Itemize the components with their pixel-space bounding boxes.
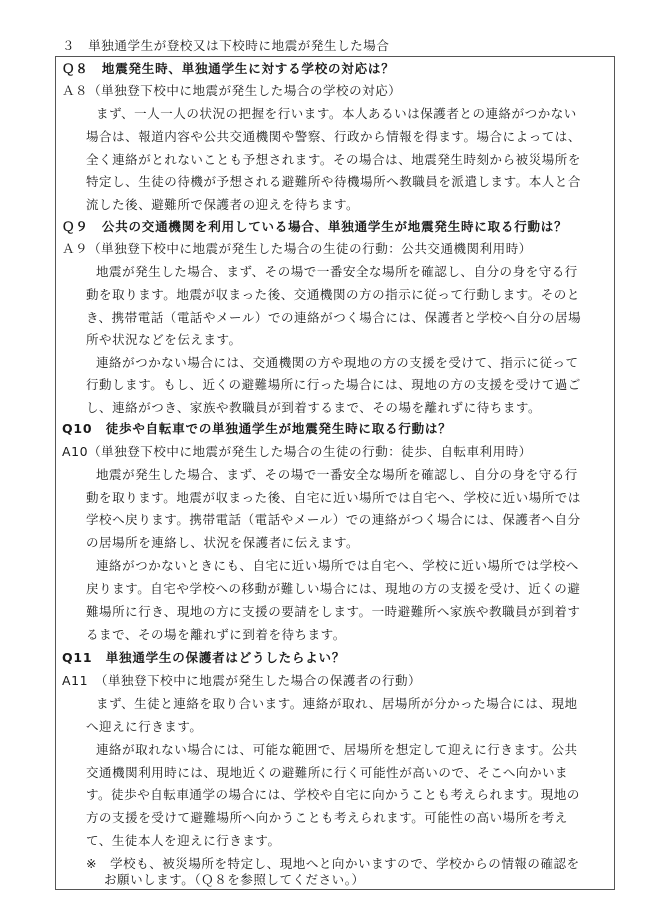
answer-line: 流した後、避難所で保護者の迎えを待ちます。 [86,197,360,212]
answer-line: 所や状況などを伝えます。 [86,332,242,347]
answer-line: るまで、その場を離れずに到着を待ちます。 [86,627,346,642]
question-q8: Ｑ８ 地震発生時、単独通学生に対する学校の対応は？ [62,61,395,76]
answer-line: へ迎えに行きます。 [86,719,203,734]
question-q11: Q11 単独通学生の保護者はどうしたらよい？ [62,650,346,665]
answer-line: 特定し、生徒の待機が予想される避難所や待機場所へ教職員を派遣します。本人と合 [86,174,581,189]
answer-line: 全く連絡がとれないことも予想されます。その場合は、地震発生時刻から被災場所を [86,152,581,167]
answer-line: 地震が発生した場合、まず、その場で一番安全な場所を確認し、自分の身を守る行 [96,264,578,279]
answer-line: き、携帯電話（電話やメール）での連絡がつく場合には、保護者と学校へ自分の居場 [86,310,582,325]
answer-line: て、生徒本人を迎えに行きます。 [86,833,281,848]
answer-line: まず、生徒と連絡を取り合います。連絡が取れ、居場所が分かった場合には、現地 [96,696,578,711]
answer-line: 場合は、報道内容や公共交通機関や警察、行政から情報を得ます。場合によっては、 [86,129,581,144]
answer-line: の居場所を連絡し、状況を保護者に伝えます。 [86,535,360,550]
answer-line: 連絡がつかないときにも、自宅に近い場所では自宅へ、学校に近い場所では学校へ [96,558,579,573]
answer-line: す。徒歩や自転車通学の場合には、学校や自宅に向かうことも考えられます。現地の [86,787,580,802]
answer-line: 交通機関利用時には、現地近くの避難所に行く可能性が高いので、そこへ向かいま [86,765,569,780]
answer-line: し、連絡がつき、家族や教職員が到着するまで、その場を離れずに待ちます。 [86,400,542,415]
question-q9: Ｑ９ 公共の交通機関を利用している場合、単独通学生が地震発生時に取る行動は？ [62,219,568,234]
answer-line: 戻ります。自宅や学校への移動が難しい場合には、現地の方の支援を受け、近くの避 [86,581,581,596]
answer-line: 地震が発生した場合、まず、その場で一番安全な場所を確認し、自分の身を守る行 [96,467,578,482]
section-title: ３ 単独通学生が登校又は下校時に地震が発生した場合 [62,38,390,53]
answer-heading-a9: Ａ９（単独登下校中に地震が発生した場合の生徒の行動：公共交通機関利用時） [62,241,532,256]
answer-line: 行動します。もし、近くの避難場所に行った場合には、現地の方の支援を受けて過ご [86,377,581,392]
answer-line: 学校へ戻ります。携帯電話（電話やメール）での連絡がつく場合には、保護者へ自分 [86,512,581,527]
answer-line: 難場所に行き、現地の方に支援の要請をします。一時避難所へ家族や教職員が到着す [86,604,581,619]
note-line: ※ 学校も、被災場所を特定し、現地へと向かいますので、学校からの情報の確認を [86,856,580,871]
note-line: お願いします。（Ｑ８を参照してください。） [104,872,365,887]
answer-heading-a8: Ａ８（単独登下校中に地震が発生した場合の学校の対応） [62,83,402,98]
answer-line: まず、一人一人の状況の把握を行います。本人あるいは保護者との連絡がつかない [96,106,577,121]
question-q10: Q10 徒歩や自転車での単独通学生が地震発生時に取る行動は？ [62,421,452,436]
answer-heading-a10: A10（単独登下校中に地震が発生した場合の生徒の行動：徒歩、自転車利用時） [62,444,532,459]
answer-line: 連絡がつかない場合には、交通機関の方や現地の方の支援を受けて、指示に従って [96,355,579,370]
answer-heading-a11: A11 （単独登下校中に地震が発生した場合の保護者の行動） [62,673,422,688]
answer-line: 連絡が取れない場合には、可能な範囲で、居場所を想定して迎えに行きます。公共 [96,742,578,757]
answer-line: 動を取ります。地震が収まった後、交通機関の方の指示に従って行動します。そのと [86,287,580,302]
answer-line: 動を取ります。地震が収まった後、自宅に近い場所では自宅へ、学校に近い場所では [86,490,581,505]
answer-line: 方の支援を受けて避難場所へ向かうことも考えられます。可能性の高い場所を考え [86,810,568,825]
